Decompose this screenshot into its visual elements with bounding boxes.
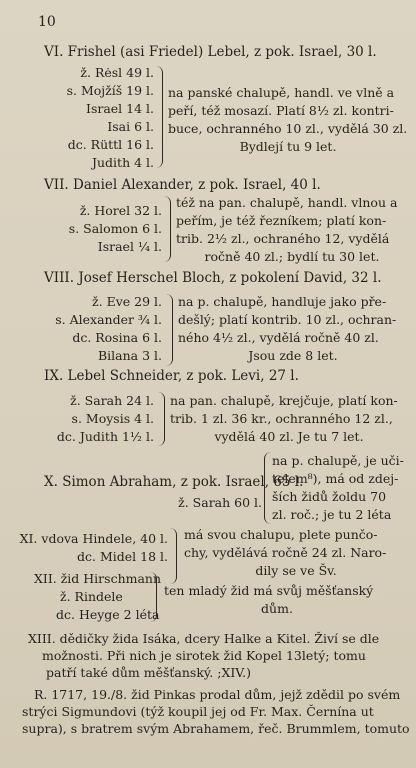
family-member: Judith 4 l. <box>91 155 154 170</box>
entry-description: má svou chalupu, plete punčo- chy, vydělává ročně 24 zl. Naro- dily se ve Šv. <box>184 527 387 578</box>
family-member: ž. Sarah 60 l. <box>178 495 262 510</box>
note-paragraph: R. 1717, 19./8. žid Pinkas prodal dům, jejž zdědil po svém strýci Sigmundovi (týž koupil jej od Fr. Max. Černína ut supra), s bratrem svým Abrahamem, řeč. Brummlem, tomuto <box>22 687 410 736</box>
brace <box>156 66 163 168</box>
family-member: ž. Eve 29 l. <box>92 294 162 309</box>
family-member: s. Salomon 6 l. <box>68 221 162 236</box>
family-list <box>57 392 154 446</box>
family-member: Isai 6 l. <box>107 119 154 134</box>
entry-description: na p. chalupě, je uči- telem⁸), má od zdej- ších židů žoldu 70 zl. roč.; je tu 2 léta <box>272 453 404 522</box>
entry-heading: VIII. Josef Herschel Bloch, z pokolení David, 32 l. <box>44 270 382 286</box>
family-member: Israel ¼ l. <box>97 239 162 254</box>
brace <box>158 392 165 446</box>
family-member: dc. Judith 1½ l. <box>56 429 154 444</box>
family-list <box>20 530 168 566</box>
family-member: dc. Rüttl 16 l. <box>67 137 154 152</box>
family-member: Israel 14 l. <box>86 101 154 116</box>
family-member: dc. Rosina 6 l. <box>72 330 162 345</box>
page-number: 10 <box>38 14 56 30</box>
family-member: Bilana 3 l. <box>97 348 162 363</box>
family-member: s. Alexander ¾ l. <box>55 312 162 327</box>
family-list <box>55 293 162 365</box>
family-list <box>34 570 161 624</box>
family-list <box>178 494 262 512</box>
entry-heading: X. Simon Abraham, z pok. Israel, 65 l. <box>44 474 304 490</box>
family-member: ž. Horel 32 l. <box>79 203 162 218</box>
entry-heading: VI. Frishel (asi Friedel) Lebel, z pok. Israel, 30 l. <box>44 44 377 60</box>
family-member: ž. Rindele <box>60 589 123 604</box>
entry-heading: VII. Daniel Alexander, z pok. Israel, 40 l. <box>44 177 321 193</box>
entry-description: na p. chalupě, handluje jako pře- dešlý; platí kontrib. 10 zl., ochran- ného 4½ zl., vydělá ročně 40 zl. Jsou zde 8 let. <box>178 294 397 363</box>
family-member: s. Moysis 4 l. <box>71 411 154 426</box>
family-member: s. Mojžíš 19 l. <box>66 83 154 98</box>
brace <box>150 572 157 622</box>
brace <box>164 196 171 262</box>
entry-description: ten mladý žid má svůj měšťanský dům. <box>164 583 374 616</box>
brace <box>264 452 271 524</box>
entry-heading: XI. vdova Hindele, 40 l. <box>19 531 168 546</box>
family-member: dc. Heyge 2 léta <box>56 607 160 622</box>
entry-description: na pan. chalupě, krejčuje, platí kon- trib. 1 zl. 36 kr., ochranného 12 zl., vydělá 40 zl. Je tu 7 let. <box>170 393 398 444</box>
entry-heading: XII. žid Hirschmann <box>34 571 162 586</box>
entry-description: též na pan. chalupě, handl. vlnou a peřím, je též řezníkem; platí kon- trib. 2½ zl., ochraného 12, vydělá ročně 40 zl.; bydlí tu 30 let. <box>176 195 398 264</box>
family-member: dc. Midel 18 l. <box>77 549 168 564</box>
family-list <box>69 202 162 256</box>
entry-heading: IX. Lebel Schneider, z pok. Levi, 27 l. <box>44 368 299 384</box>
brace <box>170 528 177 584</box>
family-member: ž. Rėsl 49 l. <box>80 65 154 80</box>
family-member: ž. Sarah 24 l. <box>70 393 154 408</box>
entry-description: na panské chalupě, handl. ve vlně a peří, též mosazí. Platí 8½ zl. kontri- buce, ochranného 10 zl., vydělá 30 zl. Bydlejí tu 9 let. <box>168 85 408 154</box>
entry-xiii: XIII. dědičky žida Isáka, dcery Halke a Kitel. Živí se dle možnosti. Při nich je sirotek žid Kopel 13letý; tomu patří také dům měšťanský. ;XIV.) <box>28 631 380 680</box>
family-list <box>67 64 154 172</box>
brace <box>166 294 173 366</box>
